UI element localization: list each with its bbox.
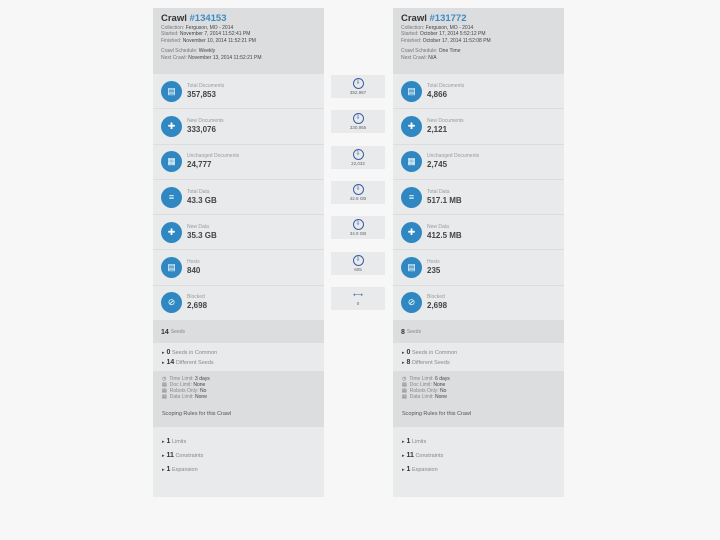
crawl-header bbox=[153, 8, 324, 74]
meta-label: Crawl Schedule: bbox=[161, 48, 199, 55]
stat-label: Total Documents bbox=[187, 82, 225, 89]
limit-value: 6 days bbox=[435, 376, 450, 383]
meta-label: Collection: bbox=[161, 25, 186, 31]
rule-count: 11 bbox=[406, 452, 414, 460]
stat-label: Unchanged Documents bbox=[427, 153, 480, 160]
icon-glyph: ≡ bbox=[168, 192, 175, 203]
rule-count: 11 bbox=[166, 452, 174, 460]
caret-right-icon: ▸ bbox=[162, 350, 165, 357]
difference-value: 22,032 bbox=[351, 161, 365, 166]
rule-count: 1 bbox=[406, 466, 411, 474]
stat-label: New Data bbox=[427, 223, 449, 230]
icon-glyph: ✚ bbox=[407, 226, 416, 237]
seeds-item-label: Different Seeds bbox=[175, 360, 214, 367]
new-data-icon bbox=[401, 222, 422, 243]
stat-text bbox=[187, 118, 224, 135]
difference-value: 330,955 bbox=[349, 125, 367, 130]
decrease-arrow-icon: ⇩ bbox=[353, 113, 364, 124]
stat-label: Total Documents bbox=[427, 82, 465, 89]
meta-value: Ferguson, MO - 2014 bbox=[425, 25, 474, 31]
meta-label: Crawl Schedule: bbox=[401, 48, 439, 55]
limit-label: Doc Limit: bbox=[409, 382, 434, 389]
crawl-title bbox=[401, 13, 556, 25]
stat-value: 2,698 bbox=[427, 301, 448, 311]
icon-glyph: ▦ bbox=[407, 156, 416, 167]
limit-value: None bbox=[435, 394, 447, 401]
data-limit-icon: ▤ bbox=[162, 394, 167, 401]
seeds-item-count: 14 bbox=[166, 359, 175, 367]
scoping-rule-item[interactable] bbox=[162, 449, 324, 463]
caret-right-icon: ▸ bbox=[402, 439, 405, 446]
difference-cell bbox=[331, 252, 385, 275]
icon-glyph: ✚ bbox=[167, 120, 176, 131]
limit-value: None bbox=[193, 382, 206, 389]
caret-right-icon: ▸ bbox=[402, 360, 405, 367]
stat-row bbox=[153, 215, 324, 250]
scoping-rules-list bbox=[153, 427, 324, 477]
stat-text bbox=[187, 259, 200, 276]
stat-label: Total Data bbox=[187, 188, 210, 195]
rule-label: Constraints bbox=[175, 453, 204, 460]
stat-text bbox=[427, 259, 440, 276]
stat-text bbox=[187, 83, 224, 100]
database-icon bbox=[161, 187, 182, 208]
seeds-label: Seeds bbox=[170, 329, 185, 336]
robots-icon: ▤ bbox=[402, 388, 407, 395]
stat-label: Blocked bbox=[427, 294, 445, 301]
meta-label: Started: bbox=[401, 31, 420, 38]
stat-value: 43.3 GB bbox=[187, 195, 217, 205]
limit-label: Time Limit: bbox=[409, 376, 436, 383]
difference-cell bbox=[331, 110, 385, 133]
stat-value: 24,777 bbox=[187, 160, 212, 170]
meta-value: October 17, 2014 5:52:12 PM bbox=[419, 31, 486, 38]
stat-row bbox=[393, 286, 564, 321]
stat-label: Total Data bbox=[427, 188, 450, 195]
database-icon bbox=[401, 187, 422, 208]
stat-value: 840 bbox=[187, 266, 201, 276]
blocked-icon bbox=[401, 292, 422, 313]
documents-icon bbox=[161, 81, 182, 102]
scoping-rule-item[interactable] bbox=[162, 463, 324, 477]
icon-glyph: ▤ bbox=[167, 262, 176, 273]
scoping-rules-title: Scoping Rules for this Crawl bbox=[162, 411, 232, 418]
stat-text bbox=[187, 189, 217, 206]
hosts-icon bbox=[401, 257, 422, 278]
stat-text bbox=[427, 189, 462, 206]
stat-row bbox=[153, 74, 324, 109]
documents-icon bbox=[401, 81, 422, 102]
doc-limit-icon: ▤ bbox=[402, 382, 407, 389]
rule-label: Expansion bbox=[411, 467, 438, 474]
meta-label: Next Crawl: bbox=[161, 54, 189, 61]
clock-icon: ◷ bbox=[402, 376, 407, 383]
stat-row bbox=[153, 145, 324, 180]
meta-value: Ferguson, MO - 2014 bbox=[185, 25, 234, 31]
icon-glyph: ✚ bbox=[407, 120, 416, 131]
meta-label: Collection: bbox=[401, 25, 426, 31]
crawl-id-link[interactable]: #134153 bbox=[189, 13, 227, 24]
rule-count: 1 bbox=[166, 438, 171, 446]
rule-label: Constraints bbox=[415, 453, 444, 460]
limit-value: 3 days bbox=[195, 376, 210, 383]
meta-value: N/A bbox=[428, 54, 437, 61]
limit-label: Robots Only: bbox=[409, 388, 441, 395]
rule-label: Expansion bbox=[171, 467, 198, 474]
stat-text bbox=[427, 83, 464, 100]
meta-value: November 10, 2014 11:52:21 PM bbox=[182, 37, 256, 44]
limit-value: No bbox=[440, 388, 447, 395]
crawl-meta-row bbox=[161, 55, 316, 61]
stat-row bbox=[153, 250, 324, 285]
caret-right-icon: ▸ bbox=[402, 350, 405, 357]
unchanged-icon bbox=[401, 151, 422, 172]
stat-value: 235 bbox=[427, 266, 441, 276]
scoping-rule-item[interactable] bbox=[162, 435, 324, 449]
scoping-rule-item[interactable] bbox=[402, 435, 564, 449]
stat-row bbox=[393, 74, 564, 109]
seeds-count: 14 bbox=[161, 328, 169, 336]
crawl-title-prefix: Crawl bbox=[401, 13, 430, 24]
stat-text bbox=[427, 224, 462, 241]
meta-value: November 7, 2014 11:52:41 PM bbox=[179, 31, 251, 38]
stat-row bbox=[393, 250, 564, 285]
stat-value: 4,866 bbox=[427, 89, 448, 99]
stat-text bbox=[427, 294, 447, 311]
limit-value: No bbox=[200, 388, 207, 395]
rule-count: 1 bbox=[166, 466, 171, 474]
seeds-list-item[interactable] bbox=[402, 348, 564, 358]
unchanged-icon bbox=[161, 151, 182, 172]
seeds-item-count: 8 bbox=[406, 359, 411, 367]
stat-row bbox=[153, 109, 324, 144]
stat-value: 35.3 GB bbox=[187, 230, 217, 240]
difference-value: 34.9 GB bbox=[349, 231, 367, 236]
crawl-id-link[interactable]: #131772 bbox=[429, 13, 467, 24]
stat-label: Unchanged Documents bbox=[187, 153, 240, 160]
scoping-rules-title: Scoping Rules for this Crawl bbox=[402, 411, 472, 418]
caret-right-icon: ▸ bbox=[162, 467, 165, 474]
new-documents-icon bbox=[401, 116, 422, 137]
stat-value: 412.5 MB bbox=[427, 230, 462, 240]
rule-label: Limits bbox=[411, 439, 427, 446]
data-limit-icon: ▤ bbox=[402, 394, 407, 401]
crawl-panel-right bbox=[393, 8, 564, 497]
crawl-header bbox=[393, 8, 564, 74]
stat-value: 333,076 bbox=[187, 124, 216, 134]
meta-value: November 13, 2014 11:52:21 PM bbox=[188, 54, 262, 61]
crawl-title-prefix: Crawl bbox=[161, 13, 190, 24]
stat-label: New Documents bbox=[187, 117, 224, 124]
seeds-header bbox=[393, 321, 564, 343]
icon-glyph: ⊘ bbox=[407, 297, 416, 308]
stat-text bbox=[187, 294, 207, 311]
seeds-list-item[interactable] bbox=[162, 358, 324, 368]
stat-text bbox=[187, 153, 239, 170]
icon-glyph: ≡ bbox=[408, 192, 415, 203]
limit-row bbox=[162, 394, 324, 400]
stat-value: 2,698 bbox=[187, 301, 208, 311]
limit-label: Doc Limit: bbox=[169, 382, 194, 389]
stat-row bbox=[153, 286, 324, 321]
difference-cell bbox=[331, 216, 385, 239]
blocked-icon bbox=[161, 292, 182, 313]
difference-cell bbox=[331, 181, 385, 204]
difference-cell bbox=[331, 75, 385, 98]
robots-icon: ▤ bbox=[162, 388, 167, 395]
stat-value: 2,745 bbox=[427, 160, 448, 170]
meta-label: Next Crawl: bbox=[401, 54, 429, 61]
stat-label: Hosts bbox=[427, 259, 440, 266]
decrease-arrow-icon: ⇩ bbox=[353, 184, 364, 195]
meta-label: Finished: bbox=[401, 37, 423, 44]
difference-value: 352,987 bbox=[349, 90, 367, 95]
meta-label: Started: bbox=[161, 31, 180, 38]
seeds-header bbox=[153, 321, 324, 343]
hosts-icon bbox=[161, 257, 182, 278]
seeds-item-label: Seeds in Common bbox=[411, 350, 458, 357]
stat-row bbox=[393, 145, 564, 180]
meta-value: Weekly bbox=[198, 48, 216, 55]
icon-glyph: ▦ bbox=[167, 156, 176, 167]
icon-glyph: ▤ bbox=[167, 85, 176, 96]
seeds-item-count: 0 bbox=[406, 349, 411, 357]
difference-cell bbox=[331, 287, 385, 310]
decrease-arrow-icon: ⇩ bbox=[353, 78, 364, 89]
crawl-meta-row bbox=[401, 55, 556, 61]
scoping-rule-item[interactable] bbox=[402, 449, 564, 463]
limit-label: Data Limit: bbox=[409, 394, 436, 401]
icon-glyph: ▤ bbox=[407, 262, 416, 273]
scoping-rule-item[interactable] bbox=[402, 463, 564, 477]
decrease-arrow-icon: ⇩ bbox=[353, 219, 364, 230]
stat-label: Blocked bbox=[187, 294, 205, 301]
meta-value: One Time bbox=[438, 48, 461, 55]
clock-icon: ◷ bbox=[162, 376, 167, 383]
limit-label: Robots Only: bbox=[169, 388, 201, 395]
seeds-count: 8 bbox=[401, 328, 405, 336]
icon-glyph: ⊘ bbox=[167, 297, 176, 308]
stat-row bbox=[393, 215, 564, 250]
stat-row bbox=[393, 109, 564, 144]
seeds-list bbox=[393, 343, 564, 371]
limits-section bbox=[153, 371, 324, 427]
equal-arrows-icon: ⟷ bbox=[352, 291, 364, 299]
stat-value: 357,853 bbox=[187, 89, 216, 99]
seeds-item-count: 0 bbox=[166, 349, 171, 357]
seeds-list bbox=[153, 343, 324, 371]
seeds-list-item[interactable] bbox=[162, 348, 324, 358]
difference-cell bbox=[331, 146, 385, 169]
icon-glyph: ✚ bbox=[167, 226, 176, 237]
new-documents-icon bbox=[161, 116, 182, 137]
crawl-title bbox=[161, 13, 316, 25]
limit-label: Time Limit: bbox=[169, 376, 196, 383]
meta-label: Finished: bbox=[161, 37, 183, 44]
stat-text bbox=[427, 153, 479, 170]
stat-text bbox=[187, 224, 217, 241]
difference-value: 42.8 GB bbox=[349, 196, 367, 201]
scoping-rules-list bbox=[393, 427, 564, 477]
doc-limit-icon: ▤ bbox=[162, 382, 167, 389]
caret-right-icon: ▸ bbox=[162, 453, 165, 460]
difference-value: 605 bbox=[354, 267, 362, 272]
limit-label: Data Limit: bbox=[169, 394, 196, 401]
seeds-item-label: Different Seeds bbox=[411, 360, 450, 367]
stat-label: Hosts bbox=[187, 259, 200, 266]
caret-right-icon: ▸ bbox=[402, 467, 405, 474]
decrease-arrow-icon: ⇩ bbox=[353, 149, 364, 160]
limit-row bbox=[402, 394, 564, 400]
stat-label: New Data bbox=[187, 223, 209, 230]
seeds-label: Seeds bbox=[406, 329, 422, 336]
meta-value: October 17, 2014 11:52:08 PM bbox=[422, 37, 491, 44]
caret-right-icon: ▸ bbox=[162, 439, 165, 446]
limit-value: None bbox=[195, 394, 207, 401]
rule-count: 1 bbox=[406, 438, 411, 446]
limit-value: None bbox=[433, 382, 446, 389]
limits-section bbox=[393, 371, 564, 427]
seeds-item-label: Seeds in Common bbox=[171, 350, 218, 357]
stat-label: New Documents bbox=[427, 117, 464, 124]
new-data-icon bbox=[161, 222, 182, 243]
crawl-panel-left bbox=[153, 8, 324, 497]
caret-right-icon: ▸ bbox=[402, 453, 405, 460]
stat-value: 2,121 bbox=[427, 124, 448, 134]
stat-text bbox=[427, 118, 464, 135]
stat-value: 517.1 MB bbox=[427, 195, 462, 205]
icon-glyph: ▤ bbox=[407, 85, 416, 96]
seeds-list-item[interactable] bbox=[402, 358, 564, 368]
stat-row bbox=[153, 180, 324, 215]
difference-value: 0 bbox=[356, 300, 360, 306]
stat-row bbox=[393, 180, 564, 215]
caret-right-icon: ▸ bbox=[162, 360, 165, 367]
rule-label: Limits bbox=[171, 439, 187, 446]
decrease-arrow-icon: ⇩ bbox=[353, 255, 364, 266]
